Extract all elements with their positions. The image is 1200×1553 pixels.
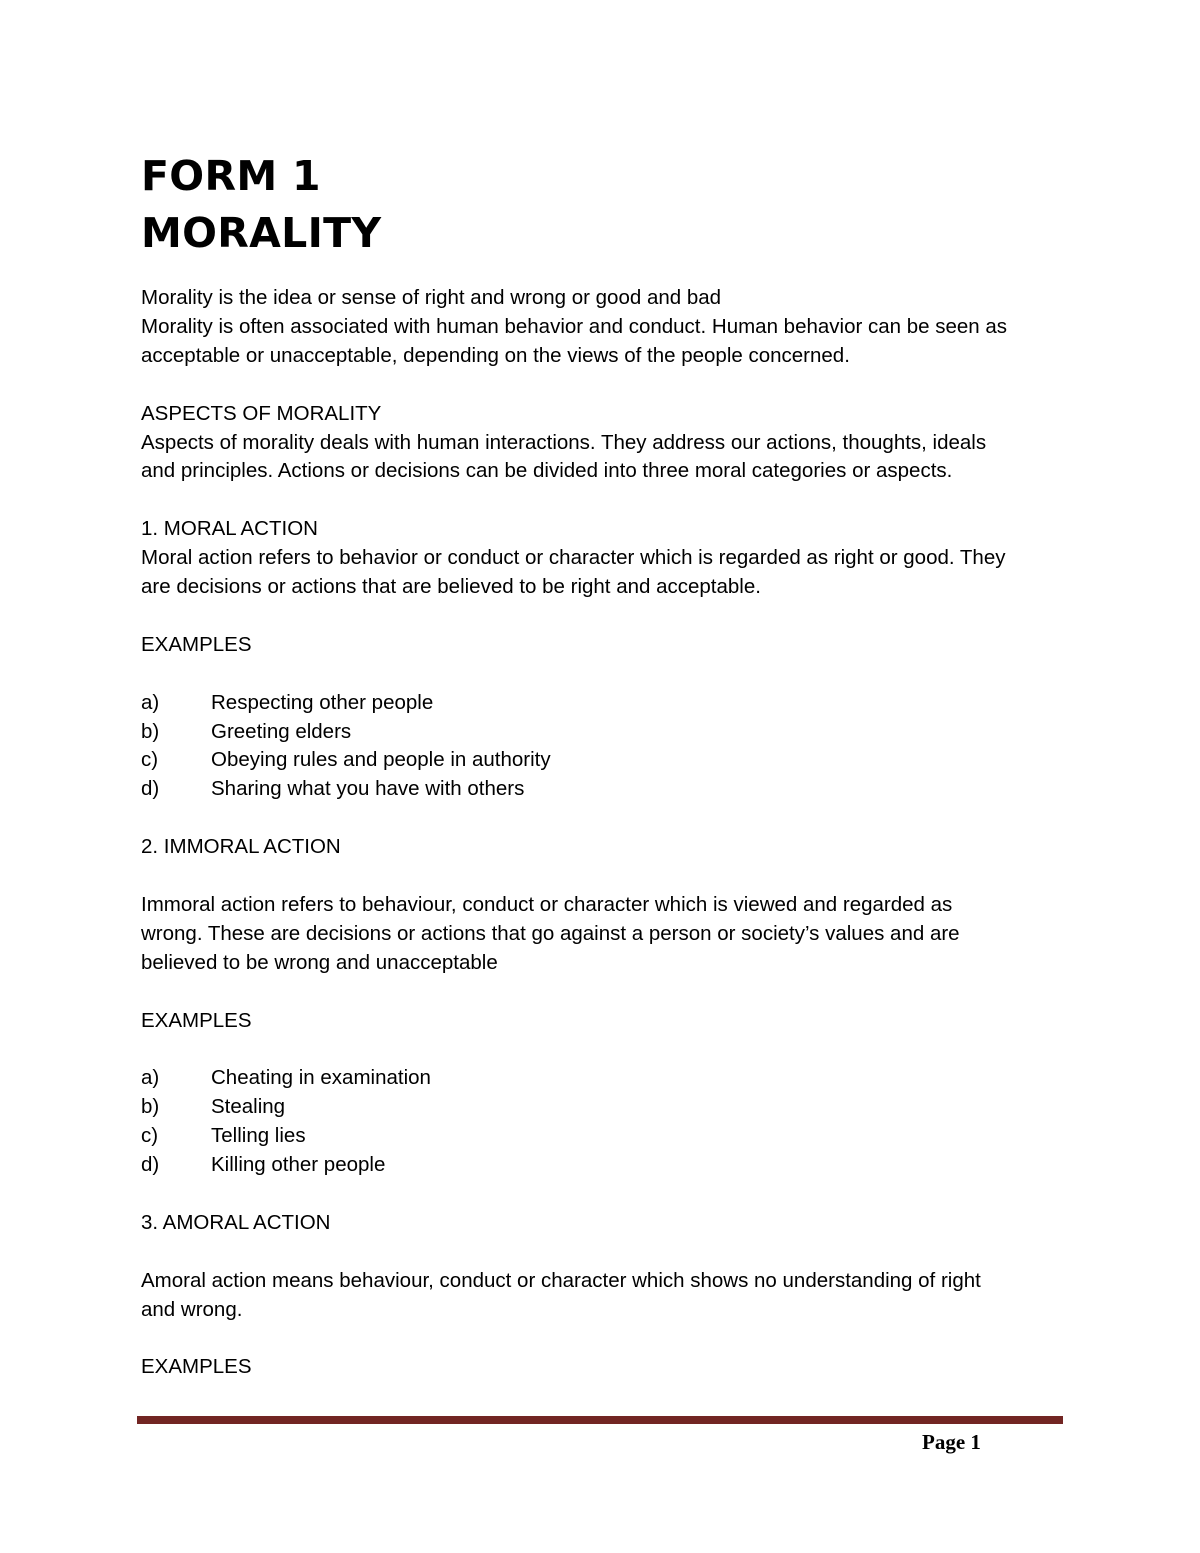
aspects-line-1: Aspects of morality deals with human interactions. They address our actions, thoughts, ideals	[141, 430, 987, 454]
list-item-label: d)	[141, 777, 160, 801]
page-number: Page 1	[922, 1430, 981, 1454]
page-content	[141, 148, 1071, 1382]
list-item-text: Killing other people	[211, 1153, 386, 1177]
intro-line-2: acceptable or unacceptable, depending on the views of the people concerned.	[141, 343, 850, 367]
intro-definition: Morality is the idea or sense of right and wrong or good and bad	[141, 286, 722, 309]
immoral-action-line-3: believed to be wrong and unacceptable	[141, 950, 498, 974]
list-item-text: Telling lies	[211, 1124, 306, 1148]
list-item-label: a)	[141, 690, 160, 714]
list-item-text: Sharing what you have with others	[211, 777, 525, 801]
immoral-examples-heading: EXAMPLES	[141, 1008, 252, 1032]
list-item	[141, 775, 1071, 804]
list-item-label: a)	[141, 1066, 160, 1090]
amoral-action-line-2: and wrong.	[141, 1297, 243, 1321]
moral-examples-list	[141, 689, 1071, 805]
moral-action-line-2: are decisions or actions that are believed to be right and acceptable.	[141, 575, 761, 599]
moral-action-heading: 1. MORAL ACTION	[141, 517, 318, 541]
amoral-action-heading: 3. AMORAL ACTION	[141, 1210, 331, 1234]
list-item-text: Cheating in examination	[211, 1066, 431, 1090]
immoral-action-heading: 2. IMMORAL ACTION	[141, 835, 341, 859]
immoral-action-line-1: Immoral action refers to behaviour, conduct or character which is viewed and regarded as	[141, 892, 953, 916]
immoral-examples-list	[141, 1064, 1071, 1180]
list-item	[141, 718, 1071, 747]
list-item	[141, 1151, 1071, 1180]
list-item-label: b)	[141, 719, 160, 743]
list-item-text: Respecting other people	[211, 690, 434, 714]
list-item-label: d)	[141, 1153, 160, 1177]
list-item-label: b)	[141, 1095, 160, 1119]
intro-line-1: Morality is often associated with human behavior and conduct. Human behavior can be seen as	[141, 314, 1008, 338]
aspects-line-2: and principles. Actions or decisions can be divided into three moral categories or aspects.	[141, 459, 953, 483]
moral-action-line-1: Moral action refers to behavior or conduct or character which is regarded as right or good. They	[141, 546, 1006, 570]
list-item	[141, 1093, 1071, 1122]
list-item-text: Obeying rules and people in authority	[211, 748, 551, 772]
list-item-label: c)	[141, 1124, 159, 1148]
footer-divider	[137, 1416, 1063, 1424]
moral-examples-heading: EXAMPLES	[141, 632, 252, 656]
list-item	[141, 1122, 1071, 1151]
list-item-text: Stealing	[211, 1095, 286, 1119]
title-morality: MORALITY	[141, 209, 382, 257]
amoral-action-line-1: Amoral action means behaviour, conduct or character which shows no understanding of right	[141, 1268, 981, 1292]
list-item	[141, 746, 1071, 775]
title-form: FORM 1	[141, 152, 321, 200]
list-item	[141, 689, 1071, 718]
list-item	[141, 1064, 1071, 1093]
amoral-examples-heading: EXAMPLES	[141, 1355, 252, 1379]
immoral-action-line-2: wrong. These are decisions or actions that go against a person or society’s values and are	[141, 921, 960, 945]
list-item-text: Greeting elders	[211, 719, 352, 743]
aspects-heading: ASPECTS OF MORALITY	[141, 401, 382, 425]
list-item-label: c)	[141, 748, 159, 772]
